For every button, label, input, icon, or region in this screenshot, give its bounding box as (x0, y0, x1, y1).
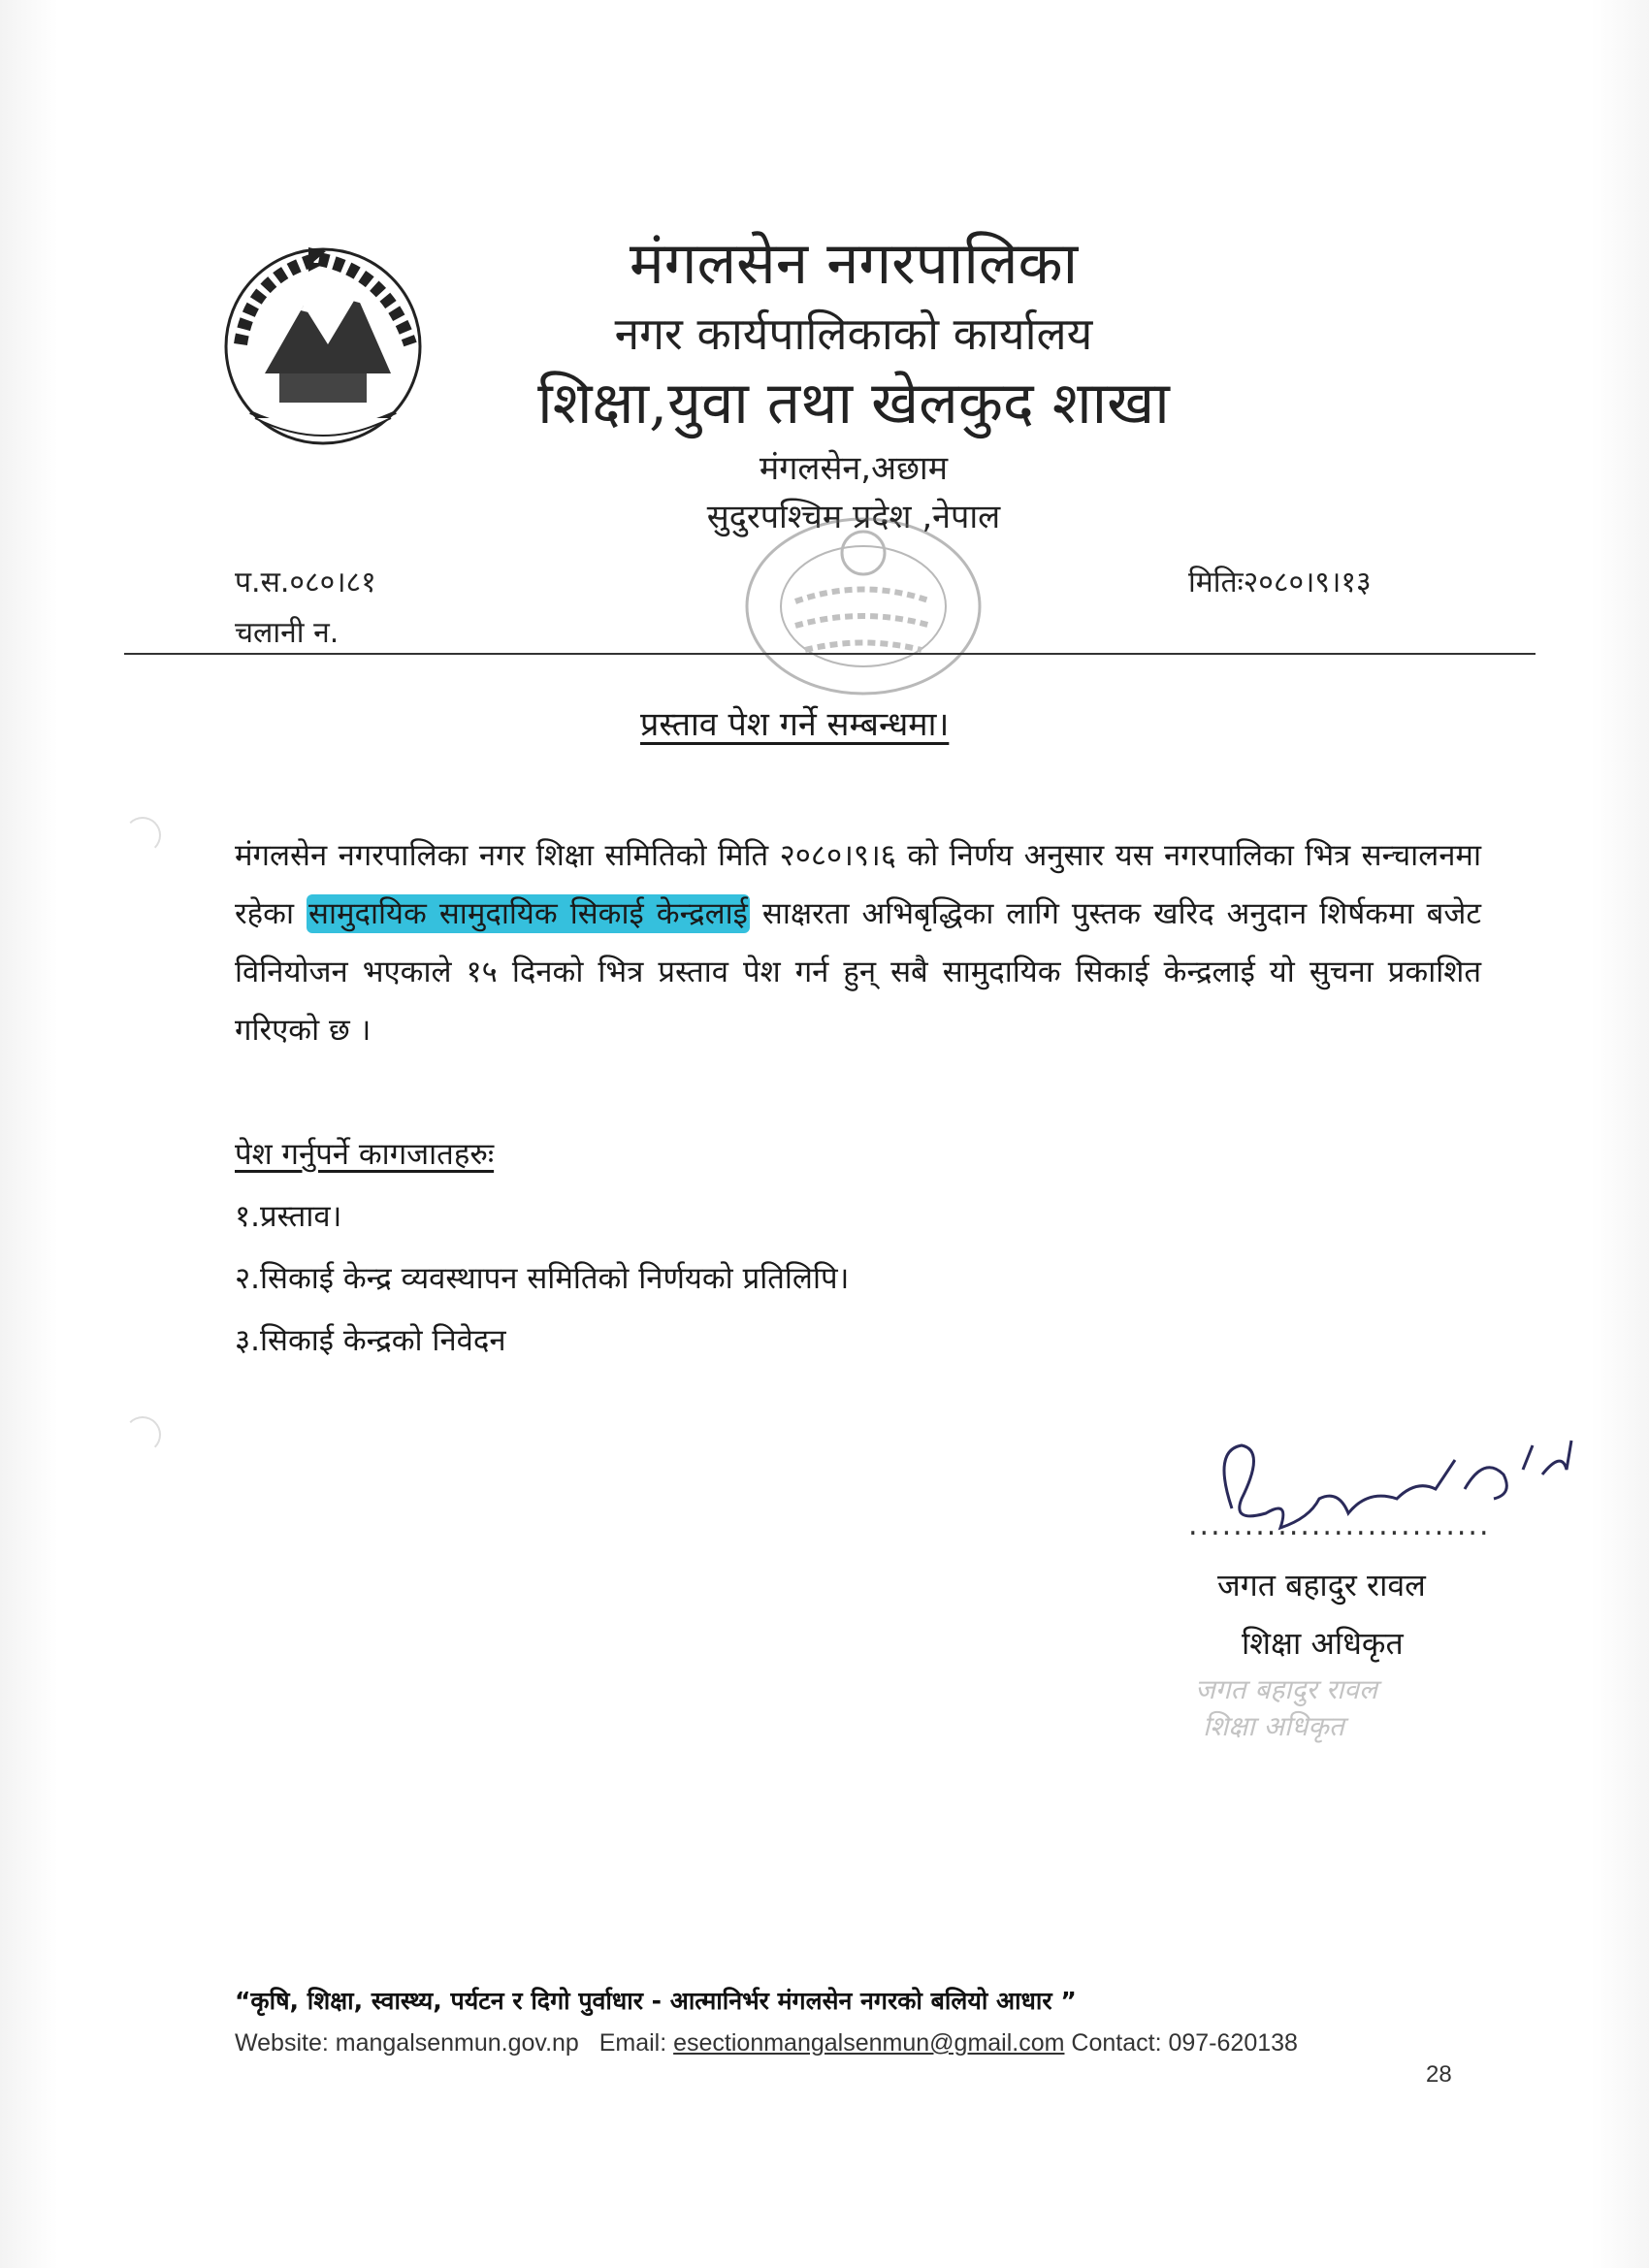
letter-body (235, 826, 1481, 1059)
contact-line (235, 2029, 1298, 2057)
office-location: मंगलसेन,अछाम (759, 449, 949, 488)
document-item: १.प्रस्ताव। (235, 1199, 342, 1234)
body-text-start: मंगलसेन नगरपालिका नगर शिक्षा समितिको मिति २०८०।९।६ को निर्णय अनुसार यस नगरपालिका भित्र सन्चालनमा रहेका (235, 838, 1481, 931)
office-name: नगर कार्यपालिकाको कार्यालय (614, 308, 1093, 360)
municipality-name: मंगलसेन नगरपालिका (629, 230, 1079, 298)
section-name: शिक्षा,युवा तथा खेलकुद शाखा (537, 370, 1170, 437)
municipality-motto: “कृषि, शिक्षा, स्वास्थ्य, पर्यटन र दिगो पुर्वाधार - आत्मानिर्भर मंगलसेन नगरको बलियो आधार ” (235, 1987, 1077, 2015)
highlighted-text: सामुदायिक सामुदायिक सिकाई केन्द्रलाई (308, 896, 748, 931)
fiscal-year-ref: प.स.०८०।८१ (235, 566, 376, 599)
letter-subject: प्रस्ताव पेश गर्ने सम्बन्धमा। (640, 705, 950, 744)
nepal-emblem-icon (211, 238, 435, 456)
documents-title: पेश गर्नुपर्ने कागजातहरुः (235, 1137, 495, 1172)
body-text-end: साक्षरता अभिबृद्धिका लागि पुस्तक खरिद अनुदान शिर्षकमा बजेट विनियोजन भएकाले १५ दिनको भित्र प्रस्ताव पेश गर्न हुन् सबै सामुदायिक सिकाई केन्द्रलाई यो सुचना प्रकाशित गरिएको छ । (235, 896, 1481, 1048)
document-item: ३.सिकाई केन्द्रको निवेदन (235, 1323, 506, 1358)
document-item: २.सिकाई केन्द्र व्यवस्थापन समितिको निर्णयको प्रतिलिपि। (235, 1261, 850, 1296)
page-number: 28 (1426, 2061, 1452, 2088)
signer-name: जगत बहादुर रावल (1217, 1567, 1426, 1604)
stamp-title: शिक्षा अधिकृत (1203, 1710, 1344, 1742)
stamp-name: जगत बहादुर रावल (1195, 1673, 1377, 1705)
punch-hole-mark (124, 1416, 161, 1453)
website-info: Website: mangalsenmun.gov.np (235, 2029, 579, 2057)
office-stamp-icon (737, 509, 989, 703)
email-link[interactable]: esectionmangalsenmun@gmail.com (673, 2029, 1065, 2057)
signer-designation: शिक्षा अधिकृत (1242, 1625, 1404, 1662)
dispatch-number: चलानी न. (235, 616, 340, 650)
header-divider (124, 653, 1536, 655)
email-label: Email: (598, 2029, 667, 2057)
punch-hole-mark (124, 817, 161, 854)
contact-phone: Contact: 097-620138 (1071, 2029, 1298, 2057)
name-stamp (1174, 1670, 1465, 1758)
letter-date: मितिः२०८०।९।१३ (1188, 566, 1372, 599)
signature-line: ........................... (1188, 1508, 1491, 1542)
office-province: सुदुरपश्चिम प्रदेश ,नेपाल (706, 498, 1001, 536)
